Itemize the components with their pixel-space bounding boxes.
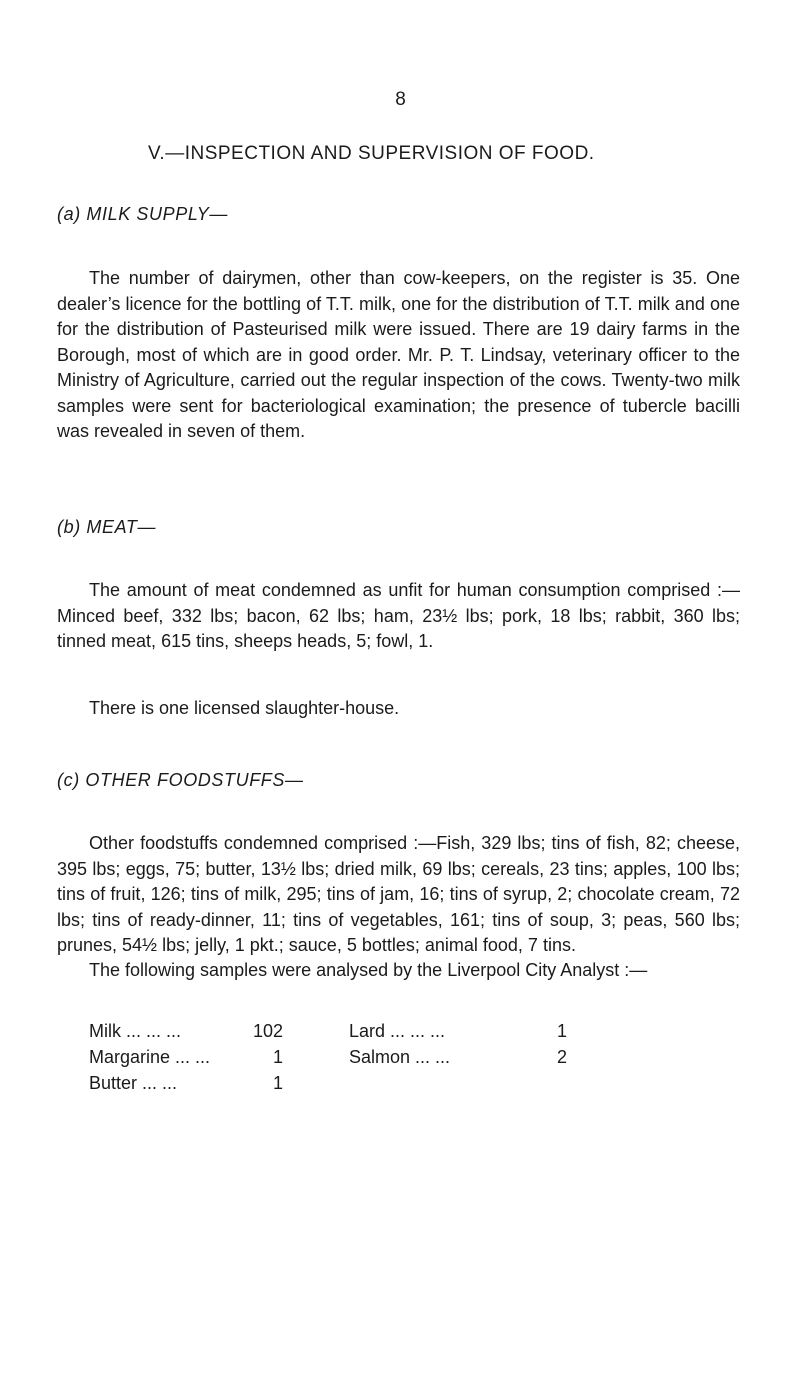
meat-heading (57, 517, 156, 538)
sample-item: Lard ... ... ... (349, 1021, 446, 1041)
meat-paragraph: The amount of meat condemned as unfit for human consumption comprised :—Minced beef, 332 lbs; bacon, 62 lbs; ham, 23½ lbs; pork, 18 lbs; rabbit, 360 lbs; tinned meat, 615 tins, sheeps heads, 5; fowl, 1. (57, 580, 740, 651)
sample-item (349, 1073, 467, 1099)
page-number: 8 (395, 89, 406, 110)
milk-supply-label: (a) (57, 204, 81, 224)
sample-count: 1 (556, 1021, 567, 1041)
other-foodstuffs-paragraph: Other foodstuffs condemned comprised :—Fish, 329 lbs; tins of fish, 82; cheese, 395 lbs; eggs, 75; butter, 13½ lbs; dried milk, 69 lbs; cereals, 23 tins; apples, 100 lbs; tins of fruit, 126; tins of milk, 295; tins of jam, 16; tins of syrup, 2; chocolate cream, 72 lbs; tins of ready-dinner, 11; tins of vegetables, 161; tins of soup, 3; peas, 560 lbs; prunes, 54½ lbs; jelly, 1 pkt.; sauce, 5 bottles; animal food, 7 tins. (57, 833, 740, 955)
meat-label: (b) (57, 517, 81, 537)
sample-count: 2 (556, 1047, 567, 1067)
analysis-intro-paragraph: The following samples were analysed by the Liverpool City Analyst :— (89, 960, 648, 980)
sample-count (467, 1073, 567, 1099)
milk-supply-paragraph: The number of dairymen, other than cow-keepers, on the register is 35. One dealer’s licence for the bottling of T.T. milk, one for the distribution of T.T. milk and one for the distribution of Pasteurised milk were issued. There are 19 dairy farms in the Borough, most of which are in good order. Mr. P. T. Lindsay, veterinary officer to the Ministry of Agriculture, carried out the regular inspection of the cows. Twenty-two milk samples were sent for bacteriological examination; the presence of tubercle bacilli was revealed in seven of them. (57, 268, 740, 441)
sample-count: 1 (272, 1047, 283, 1067)
slaughter-house-paragraph: There is one licensed slaughter-house. (89, 698, 400, 718)
sample-item: Butter ... ... (89, 1073, 178, 1093)
table-row (89, 1021, 567, 1047)
sample-count: 1 (272, 1073, 283, 1093)
sample-item: Milk ... ... ... (89, 1021, 182, 1041)
section-title: V.—INSPECTION AND SUPERVISION OF FOOD. (148, 143, 595, 164)
sample-count: 102 (252, 1021, 283, 1041)
other-foodstuffs-heading (57, 770, 304, 791)
meat-title: MEAT— (86, 517, 157, 537)
milk-supply-title: MILK SUPPLY— (86, 204, 229, 224)
samples-table (89, 1021, 567, 1099)
milk-supply-heading (57, 204, 228, 225)
sample-item: Salmon ... ... (349, 1047, 451, 1067)
table-row (89, 1047, 567, 1073)
sample-item: Margarine ... ... (89, 1047, 211, 1067)
other-foodstuffs-title: OTHER FOODSTUFFS— (85, 770, 304, 790)
table-row (89, 1073, 567, 1099)
other-foodstuffs-label: (c) (57, 770, 80, 790)
